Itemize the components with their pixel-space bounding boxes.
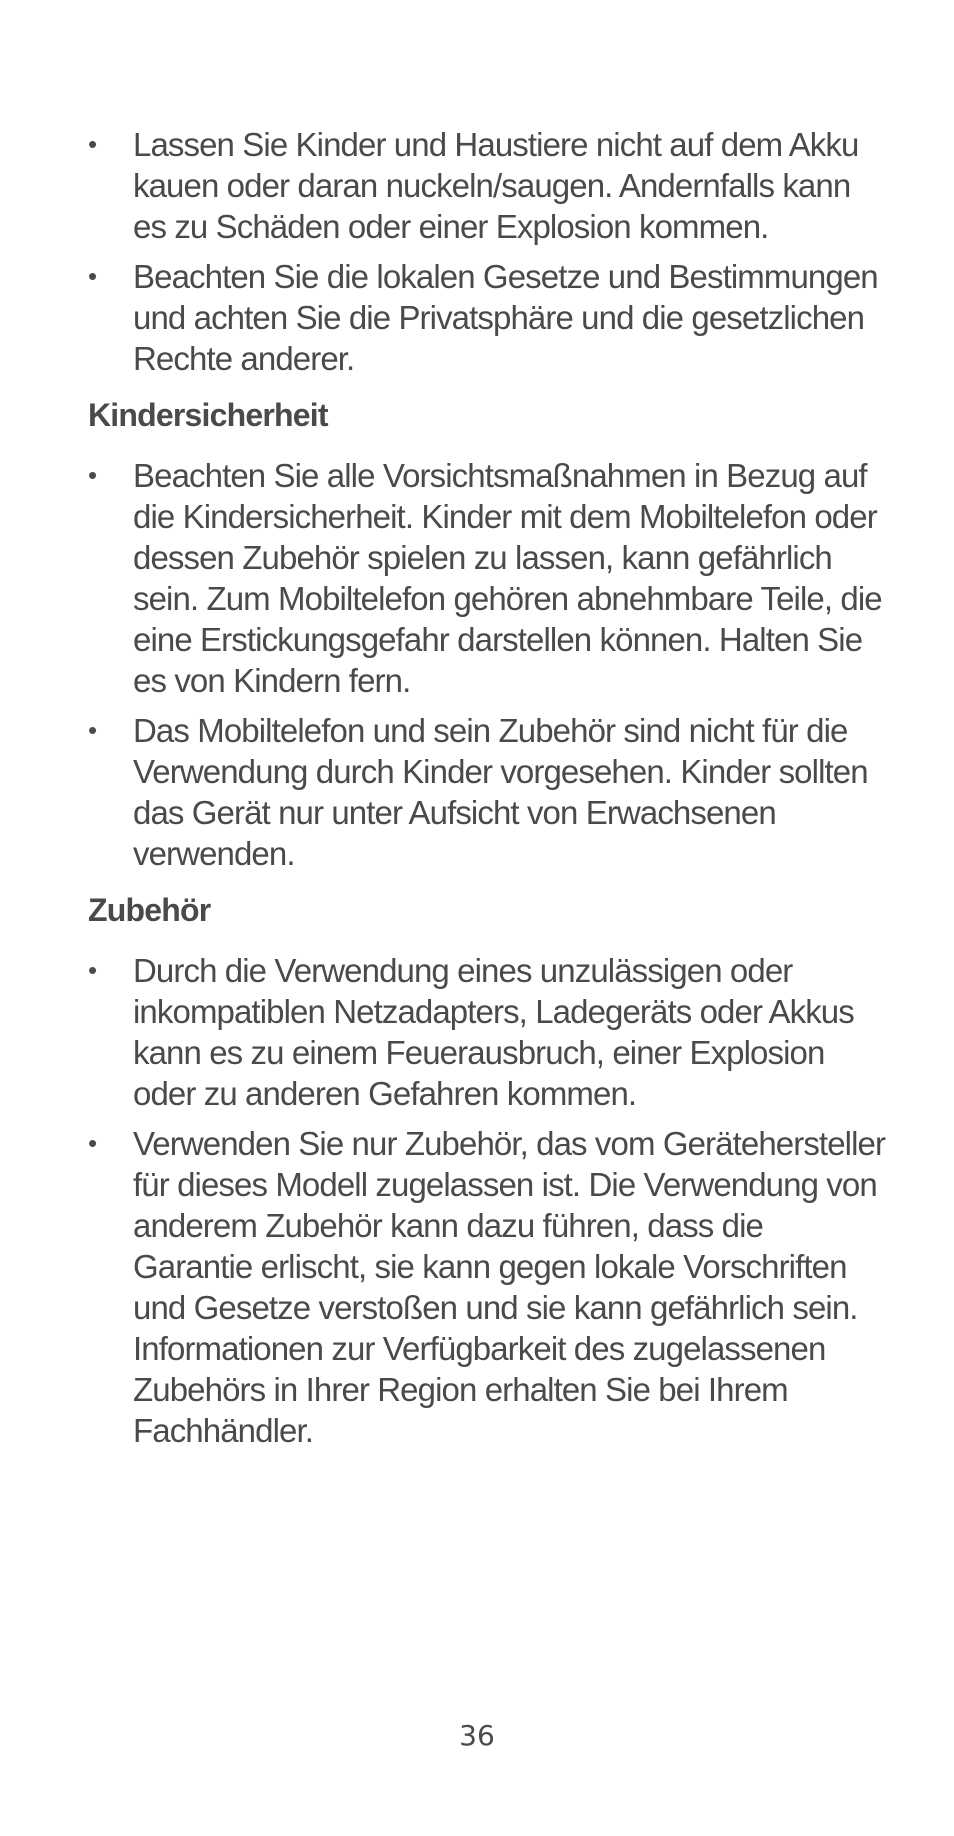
section-child-safety: [88, 395, 888, 874]
bullet-list: [88, 124, 888, 379]
bullet-icon: •: [88, 955, 97, 985]
bullet-icon: •: [88, 1128, 97, 1158]
list-item-text: Beachten Sie die lokalen Gesetze und Bestimmungen und achten Sie die Privatsphäre und die gesetzlichen Rechte anderer.: [133, 258, 878, 377]
list-item: [88, 1123, 888, 1451]
list-item: [88, 124, 888, 247]
list-item-text: Das Mobiltelefon und sein Zubehör sind nicht für die Verwendung durch Kinder vorgesehen. Kinder sollten das Gerät nur unter Aufsicht von Erwachsenen verwenden.: [133, 712, 868, 872]
section-battery: [88, 124, 888, 379]
bullet-list: [88, 455, 888, 874]
bullet-list: [88, 950, 888, 1451]
section-heading: Kindersicherheit: [88, 397, 328, 433]
page-number: 36: [459, 1719, 495, 1752]
bullet-icon: •: [88, 460, 97, 490]
list-item: [88, 256, 888, 379]
list-item-text: Lassen Sie Kinder und Haustiere nicht auf dem Akku kauen oder daran nuckeln/saugen. Andernfalls kann es zu Schäden oder einer Explosion kommen.: [133, 126, 859, 245]
list-item-text: Beachten Sie alle Vorsichtsmaßnahmen in Bezug auf die Kindersicherheit. Kinder mit dem Mobiltelefon oder dessen Zubehör spielen zu lassen, kann gefährlich sein. Zum Mobiltelefon gehören abnehmbare Teile, die eine Erstickungsgefahr darstellen können. Halten Sie es von Kindern fern.: [133, 457, 882, 699]
list-item-text: Verwenden Sie nur Zubehör, das vom Gerätehersteller für dieses Modell zugelassen ist. Die Verwendung von anderem Zubehör kann dazu führen, dass die Garantie erlischt, sie kann gegen lokale Vorschriften und Gesetze verstoßen und sie kann gefährlich sein. Informationen zur Verfügbarkeit des zugelassenen Zubehörs in Ihrer Region erhalten Sie bei Ihrem Fachhändler.: [133, 1125, 886, 1449]
page-content: [88, 124, 888, 1460]
bullet-icon: •: [88, 715, 97, 745]
section-heading: Zubehör: [88, 892, 211, 928]
section-accessories: [88, 890, 888, 1451]
bullet-icon: •: [88, 261, 97, 291]
bullet-icon: •: [88, 129, 97, 159]
list-item: [88, 710, 888, 874]
list-item: [88, 950, 888, 1114]
list-item: [88, 455, 888, 701]
list-item-text: Durch die Verwendung eines unzulässigen oder inkompatiblen Netzadapters, Ladegeräts oder Akkus kann es zu einem Feuerausbruch, einer Explosion oder zu anderen Gefahren kommen.: [133, 952, 854, 1112]
